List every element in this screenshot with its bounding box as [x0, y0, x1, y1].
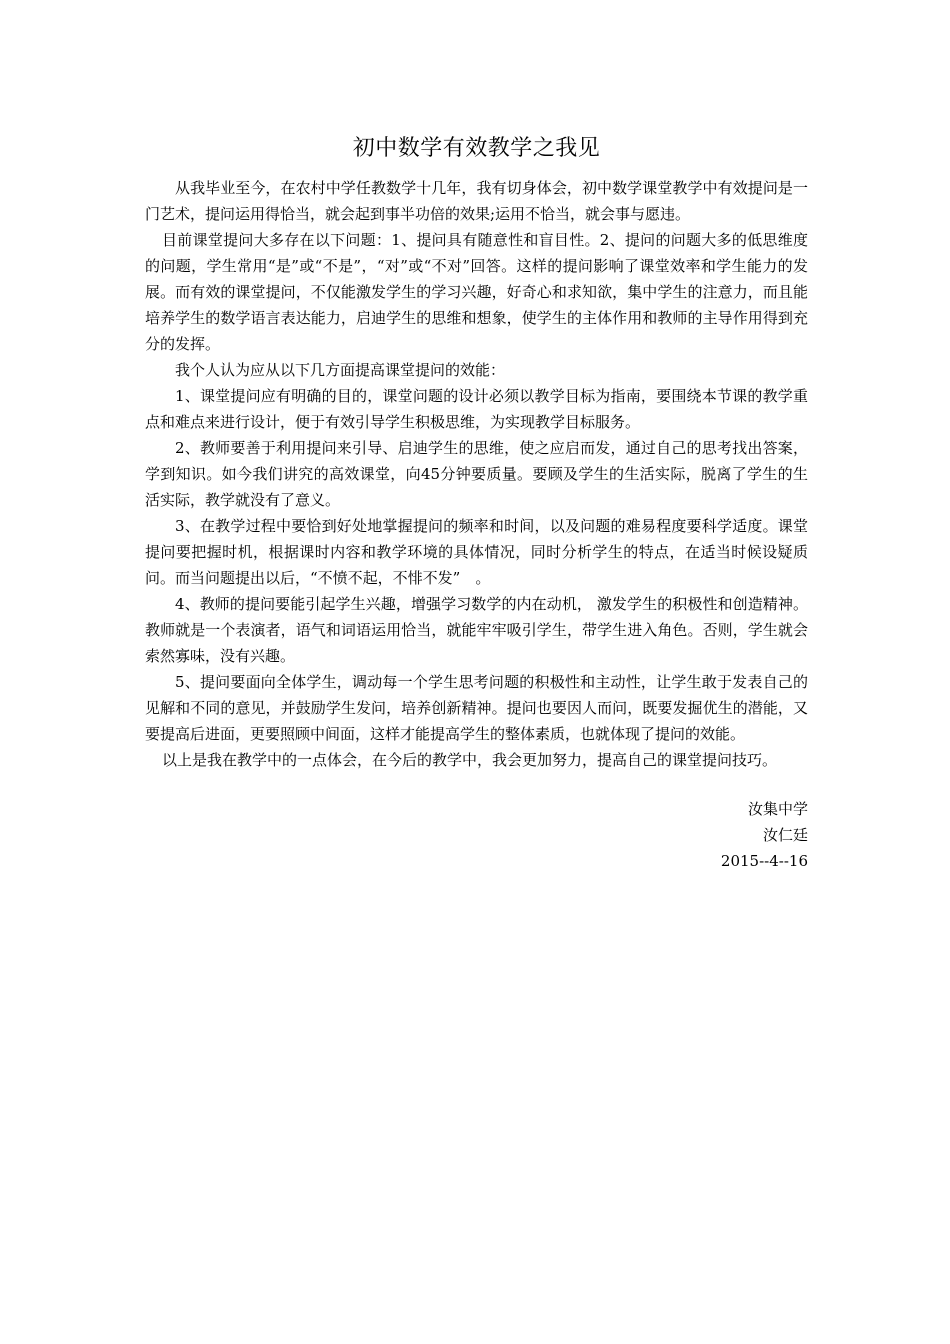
paragraph-point-5: 5、提问要面向全体学生，调动每一个学生思考问题的积极性和主动性，让学生敢于发表自己的见解和不同的意见，并鼓励学生发问，培养创新精神。提问也要因人而问，既要发掘优生的潜能，又要提高后进面，更要照顾中间面，这样才能提高学生的整体素质，也就体现了提问的效能。: [145, 673, 808, 743]
signature-block: [545, 796, 808, 874]
paragraph-point-3: 3、在教学过程中要恰到好处地掌握提问的频率和时间，以及问题的难易程度要科学适度。课堂提问要把握时机，根据课时内容和教学环境的具体情况，同时分析学生的特点，在适当时候设疑质问。而当问题提出以后，“不愤不起，不悱不发” 。: [145, 517, 808, 587]
paragraph-problems: 目前课堂提问大多存在以下问题：1、提问具有随意性和盲目性。2、提问的问题大多的低思维度的问题，学生常用“是”或“不是”，“对”或“不对”回答。这样的提问影响了课堂效率和学生能力的发展。而有效的课堂提问，不仅能激发学生的学习兴趣，好奇心和求知欲，集中学生的注意力，而且能培养学生的数学语言表达能力，启迪学生的思维和想象，使学生的主体作用和教师的主导作用得到充分的发挥。: [145, 231, 808, 353]
signature-school: 汝集中学: [747, 800, 808, 818]
signature-date: 2015--4--16: [720, 852, 808, 870]
paragraph-point-4: 4、教师的提问要能引起学生兴趣，增强学习数学的内在动机， 激发学生的积极性和创造精神。教师就是一个表演者，语气和词语运用恰当，就能牢牢吸引学生，带学生进入角色。否则，学生就会索然寡味，没有兴趣。: [145, 595, 808, 665]
paragraph-intro: 从我毕业至今，在农村中学任教数学十几年，我有切身体会，初中数学课堂教学中有效提问是一门艺术，提问运用得恰当，就会起到事半功倍的效果;运用不恰当，就会事与愿违。: [145, 179, 808, 223]
signature-author: 汝仁廷: [762, 826, 808, 844]
document-body: [145, 175, 808, 773]
document-title: 初中数学有效教学之我见: [352, 136, 601, 161]
paragraph-conclusion: 以上是我在教学中的一点体会，在今后的教学中，我会更加努力，提高自己的课堂提问技巧。: [162, 751, 778, 769]
paragraph-point-2: 2、教师要善于利用提问来引导、启迪学生的思维，使之应启而发，通过自己的思考找出答案，学到知识。如今我们讲究的高效课堂，向45分钟要质量。要顾及学生的生活实际，脱离了学生的生活实际，教学就没有了意义。: [145, 439, 808, 509]
paragraph-opinion: 我个人认为应从以下几方面提高课堂提问的效能：: [175, 361, 506, 379]
paragraph-point-1: 1、课堂提问应有明确的目的，课堂问题的设计必须以教学目标为指南，要围绕本节课的教学重点和难点来进行设计，便于有效引导学生积极思维，为实现教学目标服务。: [145, 387, 808, 431]
